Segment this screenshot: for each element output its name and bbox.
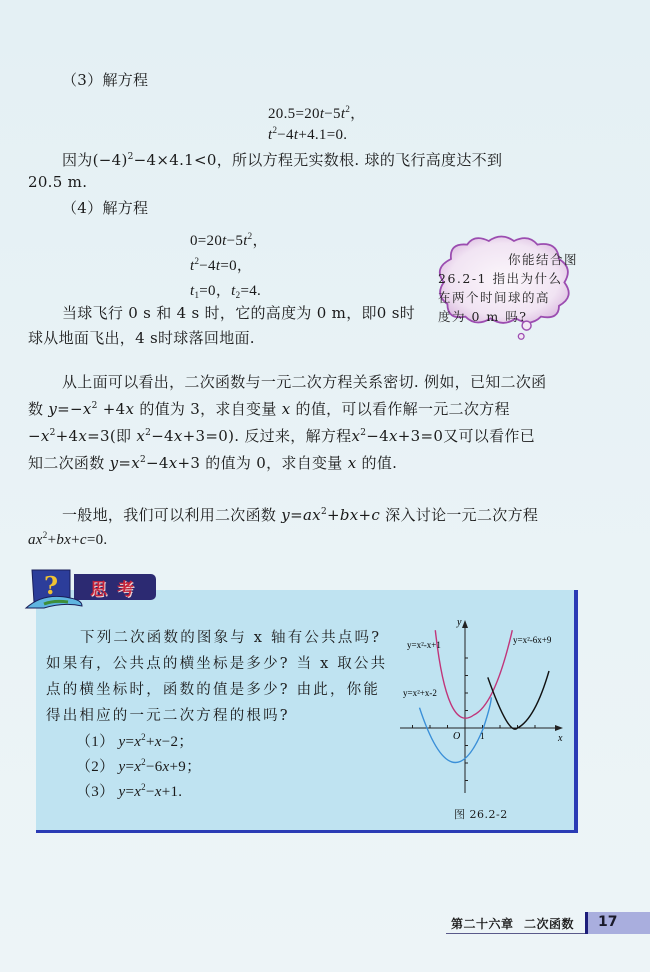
cloud-line: 你能结合图 xyxy=(507,252,578,267)
question-line: 下列二次函数的图象与 x 轴有公共点吗? xyxy=(80,630,382,646)
paragraph1-line1: 从上面可以看出，二次函数与一元二次方程关系密切. 例如，已知二次函 xyxy=(62,373,547,391)
item-number: （1） xyxy=(76,734,115,750)
section4-conclusion-line2: 球从地面飞出，4 s时球落回地面. xyxy=(28,329,255,347)
footer-underline xyxy=(446,933,585,934)
svg-text:y=x²-x+1: y=x²-x+1 xyxy=(407,640,441,650)
section4-heading: （4）解方程 xyxy=(62,199,149,217)
think-item-3: （3） $y=x^2-x+1$. xyxy=(76,782,183,800)
svg-text:O: O xyxy=(453,731,461,742)
paragraph2-line1: 一般地，我们可以利用二次函数 $y=ax^2+bx+c$ 深入讨论一元二次方程 xyxy=(62,506,539,524)
think-item-2: （2） $y=x^2-6x+9$； xyxy=(76,757,202,775)
footer-chapter: 第二十六章 xyxy=(451,917,514,931)
page-number: 17 xyxy=(598,914,618,930)
question-line: 如果有，公共点的横坐标是多少? 当 x 取公共 xyxy=(46,656,388,672)
parabola-graph xyxy=(395,615,575,805)
cloud-line: 26.2-1 指出为什么 xyxy=(438,271,563,286)
question-flag-icon xyxy=(24,568,84,610)
svg-text:y: y xyxy=(457,617,462,628)
cloud-note xyxy=(438,250,578,326)
question-line: 得出相应的一元二次方程的根吗? xyxy=(46,708,290,724)
paragraph1-line4: 知二次函数 $y=x^2-4x+3$ 的值为 0，求自变量 x 的值. xyxy=(28,454,398,472)
reason-part-b: −4×4.1<0，所以方程无实数根. 球的飞行高度达不到 xyxy=(133,151,503,169)
svg-text:x: x xyxy=(558,733,563,744)
section4-eq2: $t^2-4t=0$， xyxy=(190,256,253,274)
section3-heading: （3）解方程 xyxy=(62,71,149,89)
item-number: （3） xyxy=(76,784,115,800)
svg-text:y=x²-6x+9: y=x²-6x+9 xyxy=(513,635,552,645)
footer-chapter-title: 二次函数 xyxy=(524,917,575,931)
section4-conclusion-line1: 当球飞行 0 s 和 4 s 时，它的高度为 0 m，即0 s时 xyxy=(62,304,416,322)
paragraph1-line3: $-x^2+4x=3$(即 $x^2-4x+3=0$). 反过来，解方程$x^2-4x+3=0$又可以看作已 xyxy=(28,427,535,445)
think-title: 思考 xyxy=(90,580,144,600)
cloud-line: 度为 0 m 吗? xyxy=(438,309,528,324)
paragraph1-line2: 数 $y=-x^2 +4x$ 的值为 3，求自变量 x 的值，可以看作解一元二次方程 xyxy=(28,400,510,418)
section3-eq1: $20.5=20t-5t^2$， xyxy=(268,104,366,122)
section4-eq3: $t_1=0$，$t_2=4$. xyxy=(190,283,262,300)
question-line: 点的横坐标时，函数的值是多少? 由此，你能 xyxy=(46,682,381,698)
think-item-1: （1） $y=x^2+x-2$； xyxy=(76,732,194,750)
figure-caption: 图 26.2-2 xyxy=(454,808,508,821)
svg-text:y=x²+x-2: y=x²+x-2 xyxy=(403,688,437,698)
reason-part-a: 因为(−4) xyxy=(62,151,128,169)
item-number: （2） xyxy=(76,759,115,775)
paragraph2-line2: $ax^2+bx+c=0$. xyxy=(28,530,108,548)
cloud-line: 在两个时间球的高 xyxy=(438,290,551,305)
section3-eq2: $t^2-4t+4.1=0$. xyxy=(268,125,348,143)
section3-reason-line2: 20.5 m. xyxy=(28,173,88,191)
svg-text:?: ? xyxy=(44,571,59,600)
section3-reason-line1: 因为$(-4)^2-4\times 4.1<0$，所以方程无实数根. 球的飞行高度达不到 xyxy=(62,151,503,169)
svg-text:1: 1 xyxy=(480,731,485,741)
section4-eq1: $0=20t-5t^2$， xyxy=(190,231,268,249)
